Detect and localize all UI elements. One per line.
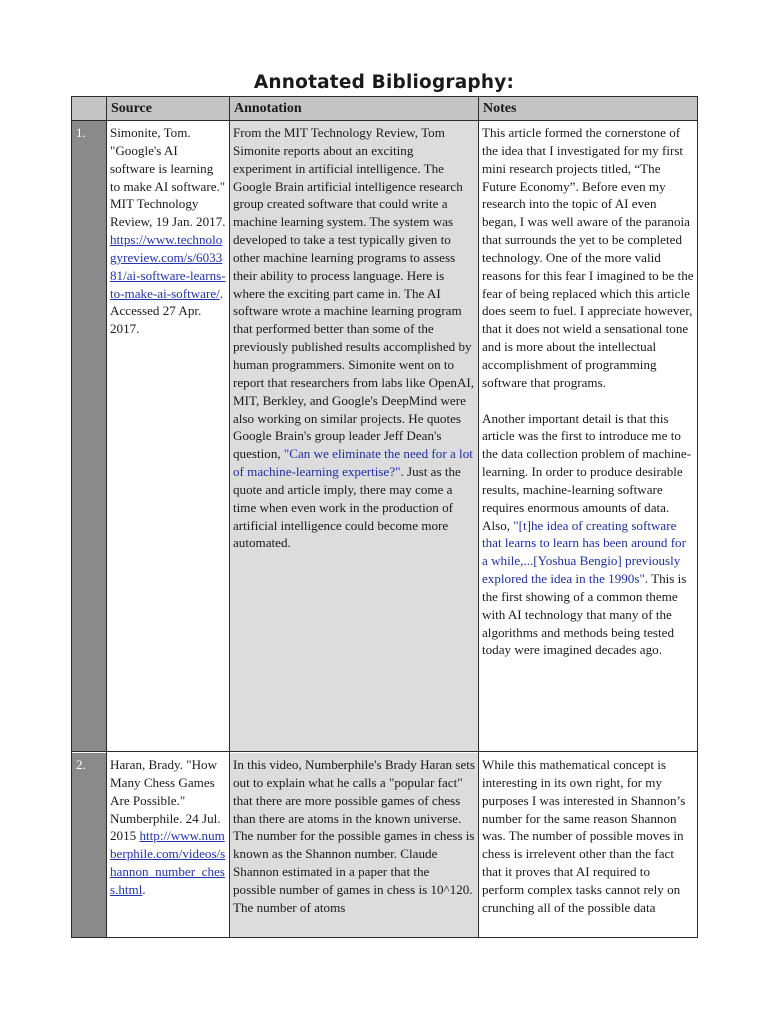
row-divider [72,751,697,752]
entry-1-annotation [230,121,478,751]
header-source: Source [107,97,229,121]
header-notes: Notes [479,97,697,121]
page-title: Annotated Bibliography: [253,72,515,93]
bibliography-table [71,96,698,938]
entry-1-number: 1. [72,121,106,751]
entry-2-notes: While this mathematical concept is interesting in its own right, for my purposes I was interested in Shannon’s number for the same reason Shannon was. The number of possible moves in chess is irrelevent other than the fact that it proves that AI required to perform complex tasks cannot rely on crunching all of the possible data [479,753,697,938]
entry-2-source-after: . [142,881,146,897]
header-number [72,97,106,121]
entry-1-source-link[interactable]: https://www.technologyreview.com/s/603381/ai-software-learns-to-make-ai-software/ [110,232,226,301]
column-divider [478,97,479,937]
entry-1-notes [479,121,697,751]
entry-1-annotation-after: . Just as the quote and article imply, there may come a time when even work in the production of artificial intelligence could become more automated. [233,464,461,551]
entry-2-source-citation: Haran, Brady. "How Many Chess Games Are Possible." Numberphile. 24 Jul. 2015 [110,757,221,844]
entry-1-annotation-text: From the MIT Technology Review, Tom Simonite reports about an exciting experiment in artificial intelligence. The Google Brain artificial intelligence research group created software that could write a machine learning system. The system was developed to take a test typically given to other machine learning programs to assess their ability to process language. Here is where the exciting part came in. The AI software wrote a machine learning program that performed better than some of the previously published results accomplished by human programmers. Simonite went on to report that researchers from labs like OpenAI, MIT, Berkley, and Google's DeepMind were also working on similar projects. He quotes Google Brain's group leader Jeff Dean's question, [233,125,475,462]
column-divider [229,97,230,937]
entry-1-notes-after: . This is the first showing of a common theme with AI technology that many of the algorithms and methods being tested today were imagined decades ago. [482,571,687,658]
entry-1-source [107,121,229,751]
entry-1-notes-quote: "[t]he idea of creating software that learns to learn has been around for a while,...[Yoshua Bengio] previously explored the idea in the 1990s" [482,517,686,587]
entry-1-notes-text: Another important detail is that this article was the first to introduce me to the data collection problem of machine-learning. In order to produce desirable results, machine-learning software requires enormous amounts of data. Also, [482,410,692,533]
header-annotation: Annotation [230,97,478,121]
entry-1-notes-paragraph-2 [482,410,694,660]
entry-1-notes-paragraph-1: This article formed the cornerstone of the idea that I investigated for my first mini research projects titled, “The Future Economy”. Before even my research into the topic of AI even began, I was well aware of the paranoia that surrounds the yet to be completed technology. One of the more valid reasons for this fear I imagined to be the fear of being replaced which this article does seem to fuel. I appreciate however, that it does not wield a sensational tone and is more about the intellectual accomplishment of programming software that programs. [482,125,694,390]
column-divider [106,97,107,937]
entry-1-source-citation: Simonite, Tom. "Google's AI software is learning to make AI software." MIT Technology Review, 19 Jan. 2017. [110,125,226,230]
entry-1-source-accessed: . Accessed 27 Apr. 2017. [110,285,224,337]
entry-1-annotation-quote: "Can we eliminate the need for a lot of machine-learning expertise?" [233,446,473,480]
entry-2-source-link[interactable]: http://www.numberphile.com/videos/shannon_number_chess.html [110,828,226,897]
entry-2-number: 2. [72,753,106,938]
entry-2-annotation: In this video, Numberphile's Brady Haran sets out to explain what he calls a "popular fact" that there are more possible games of chess than there are atoms in the known universe. The number for the possible games in chess is known as the Shannon number. Claude Shannon estimated in a paper that the possible number of games in chess is 10^120. The number of atoms [230,753,478,938]
entry-2-source [107,753,229,938]
